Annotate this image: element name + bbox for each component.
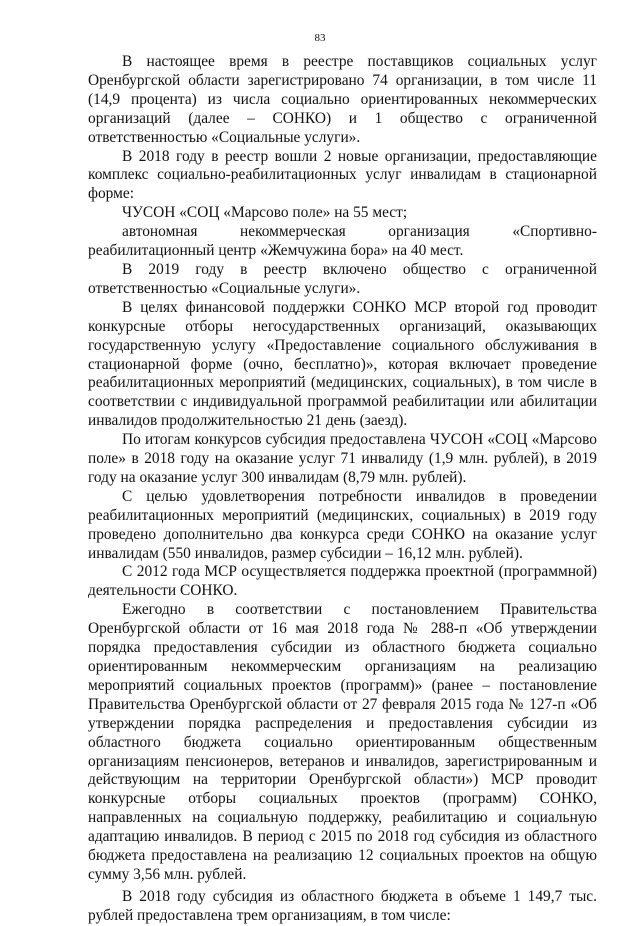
paragraph-list-item-marsovo-pole: ЧУСОН «СОЦ «Марсово поле» на 55 мест;	[122, 204, 408, 222]
paragraph-project-support-since-2012: С 2012 года МСР осуществляется поддержка проектной (программной) деятельности СОНКО.	[88, 563, 597, 600]
page-number: 83	[314, 32, 326, 44]
paragraph-list-item-zhemchuzhina-bora: автономная некоммерческая организация «Спортивно-реабилитационный центр «Жемчужина бора» на 40 мест.	[88, 223, 597, 260]
paragraph-financial-support: В целях финансовой поддержки СОНКО МСР второй год проводит конкурсные отборы негосударственных организаций, оказывающих государственную услугу «Предоставление социального обслуживания в стационарной форме (очно, бесплатно)», которая включает проведение реабилитационных мероприятий (медицинских, социальных), в том числе в соответствии с индивидуальной программой реабилитации или абилитации инвалидов продолжительностью 21 день (заезд).	[88, 298, 597, 430]
paragraph-2018-new-organizations: В 2018 году в реестр вошли 2 новые организации, предоставляющие комплекс социально-реабилитационных услуг инвалидам в стационарной форме:	[88, 147, 597, 203]
paragraph-2019-registry: В 2019 году в реестр включено общество с ограниченной ответственностью «Социальные услуги».	[88, 260, 597, 297]
paragraph-registry-overview: В настоящее время в реестре поставщиков социальных услуг Оренбургской области зарегистрировано 74 организации, в том числе 11 (14,9 процента) из числа социально ориентированных некоммерческих организаций (далее – СОНКО) и 1 общество с ограниченной ответственностью «Социальные услуги».	[88, 53, 597, 146]
document-body	[88, 53, 597, 926]
paragraph-competition-results: По итогам конкурсов субсидия предоставлена ЧУСОН «СОЦ «Марсово поле» в 2018 году на оказание услуг 71 инвалиду (1,9 млн. рублей), в 2019 году на оказание услуг 300 инвалидам (8,79 млн. рублей).	[88, 431, 597, 486]
paragraph-annual-subsidy-resolution: Ежегодно в соответствии с постановлением Правительства Оренбургской области от 16 мая 2018 года № 288-п «Об утверждении порядка предоставления субсидии из областного бюджета социально ориентированным некоммерческим организациям на реализацию мероприятий социальных проектов (программ)» (ранее – постановление Правительства Оренбургской области от 27 февраля 2015 года № 127-п «Об утверждении порядка распределения и предоставления субсидии из областного бюджета социально ориентированным общественным организациям пенсионеров, ветеранов и инвалидов, зарегистрированным и действующим на территории Оренбургской области») МСР проводит конкурсные отборы социальных проектов (программ) СОНКО, направленных на социальную поддержку, реабилитацию и социальную адаптацию инвалидов. В период с 2015 по 2018 год субсидия из областного бюджета предоставлена на реализацию 12 социальных проектов на общую сумму 3,56 млн. рублей.	[88, 601, 597, 883]
paragraph-additional-competitions: С целью удовлетворения потребности инвалидов в проведении реабилитационных мероприятий (медицинских, социальных) в 2019 году проведено дополнительно два конкурса среди СОНКО на оказание услуг инвалидам (550 инвалидов, размер субсидии – 16,12 млн. рублей).	[88, 487, 597, 562]
paragraph-2018-subsidy: В 2018 году субсидия из областного бюджета в объеме 1 149,7 тыс. рублей предоставлена трем организациям, в том числе:	[88, 887, 597, 924]
